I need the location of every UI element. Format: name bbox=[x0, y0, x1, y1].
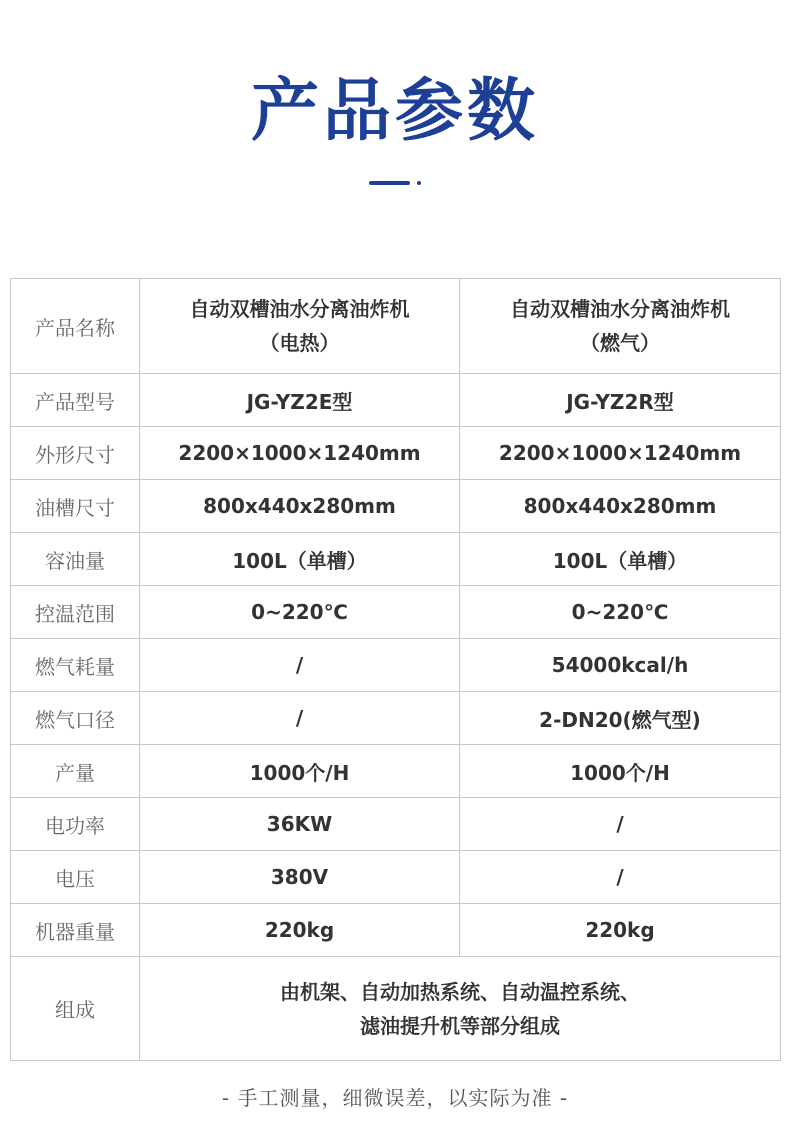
cell-value: / bbox=[140, 692, 460, 745]
table-row bbox=[11, 745, 781, 798]
table-row-header bbox=[11, 279, 781, 374]
row-label: 油槽尺寸 bbox=[11, 480, 140, 533]
cell-value: 220kg bbox=[460, 904, 781, 957]
cell-value: JG-YZ2E型 bbox=[140, 374, 460, 427]
cell-value: 54000kcal/h bbox=[460, 639, 781, 692]
row-label: 燃气口径 bbox=[11, 692, 140, 745]
composition-line: 滤油提升机等部分组成 bbox=[360, 1013, 560, 1038]
composition-line: 由机架、自动加热系统、自动温控系统、 bbox=[280, 979, 640, 1004]
table-row-composition bbox=[11, 957, 781, 1061]
cell-value: / bbox=[460, 798, 781, 851]
row-label: 外形尺寸 bbox=[11, 427, 140, 480]
row-label: 产量 bbox=[11, 745, 140, 798]
cell-value: 100L（单槽） bbox=[460, 533, 781, 586]
row-label: 电压 bbox=[11, 851, 140, 904]
product-name-gas bbox=[460, 279, 781, 374]
table-row bbox=[11, 851, 781, 904]
page-title: 产品参数 bbox=[250, 72, 539, 151]
table-row bbox=[11, 798, 781, 851]
composition-value bbox=[140, 957, 781, 1061]
title-underline bbox=[369, 181, 410, 185]
row-label: 控温范围 bbox=[11, 586, 140, 639]
product-name-line: 自动双槽油水分离油炸机 bbox=[510, 297, 730, 321]
cell-value: 100L（单槽） bbox=[140, 533, 460, 586]
cell-value: 2200×1000×1240mm bbox=[460, 427, 781, 480]
cell-value: 380V bbox=[140, 851, 460, 904]
table-row bbox=[11, 374, 781, 427]
cell-value: JG-YZ2R型 bbox=[460, 374, 781, 427]
cell-value: 1000个/H bbox=[140, 745, 460, 798]
spec-table bbox=[10, 278, 781, 1061]
cell-value: / bbox=[460, 851, 781, 904]
cell-value: 800x440x280mm bbox=[460, 480, 781, 533]
row-label: 产品型号 bbox=[11, 374, 140, 427]
cell-value: 0~220℃ bbox=[140, 586, 460, 639]
product-name-electric bbox=[140, 279, 460, 374]
row-label: 燃气耗量 bbox=[11, 639, 140, 692]
table-row bbox=[11, 480, 781, 533]
row-label: 容油量 bbox=[11, 533, 140, 586]
product-name-line: 自动双槽油水分离油炸机 bbox=[189, 297, 410, 321]
cell-value: / bbox=[140, 639, 460, 692]
row-label: 机器重量 bbox=[11, 904, 140, 957]
table-row bbox=[11, 427, 781, 480]
product-name-line: （电热） bbox=[259, 331, 340, 355]
title-underline-dot bbox=[417, 181, 421, 185]
cell-value: 0~220℃ bbox=[460, 586, 781, 639]
table-row bbox=[11, 692, 781, 745]
cell-value: 220kg bbox=[140, 904, 460, 957]
cell-value: 36KW bbox=[140, 798, 460, 851]
row-label: 产品名称 bbox=[11, 279, 140, 374]
cell-value: 1000个/H bbox=[460, 745, 781, 798]
table-row bbox=[11, 533, 781, 586]
table-row bbox=[11, 639, 781, 692]
product-name-line: （燃气） bbox=[580, 331, 660, 355]
cell-value: 2200×1000×1240mm bbox=[140, 427, 460, 480]
footer-note: - 手工测量，细微误差，以实际为准 - bbox=[221, 1086, 569, 1110]
row-label: 电功率 bbox=[11, 798, 140, 851]
cell-value: 800x440x280mm bbox=[140, 480, 460, 533]
table-row bbox=[11, 904, 781, 957]
row-label: 组成 bbox=[11, 957, 140, 1061]
table-row bbox=[11, 586, 781, 639]
cell-value: 2-DN20(燃气型) bbox=[460, 692, 781, 745]
